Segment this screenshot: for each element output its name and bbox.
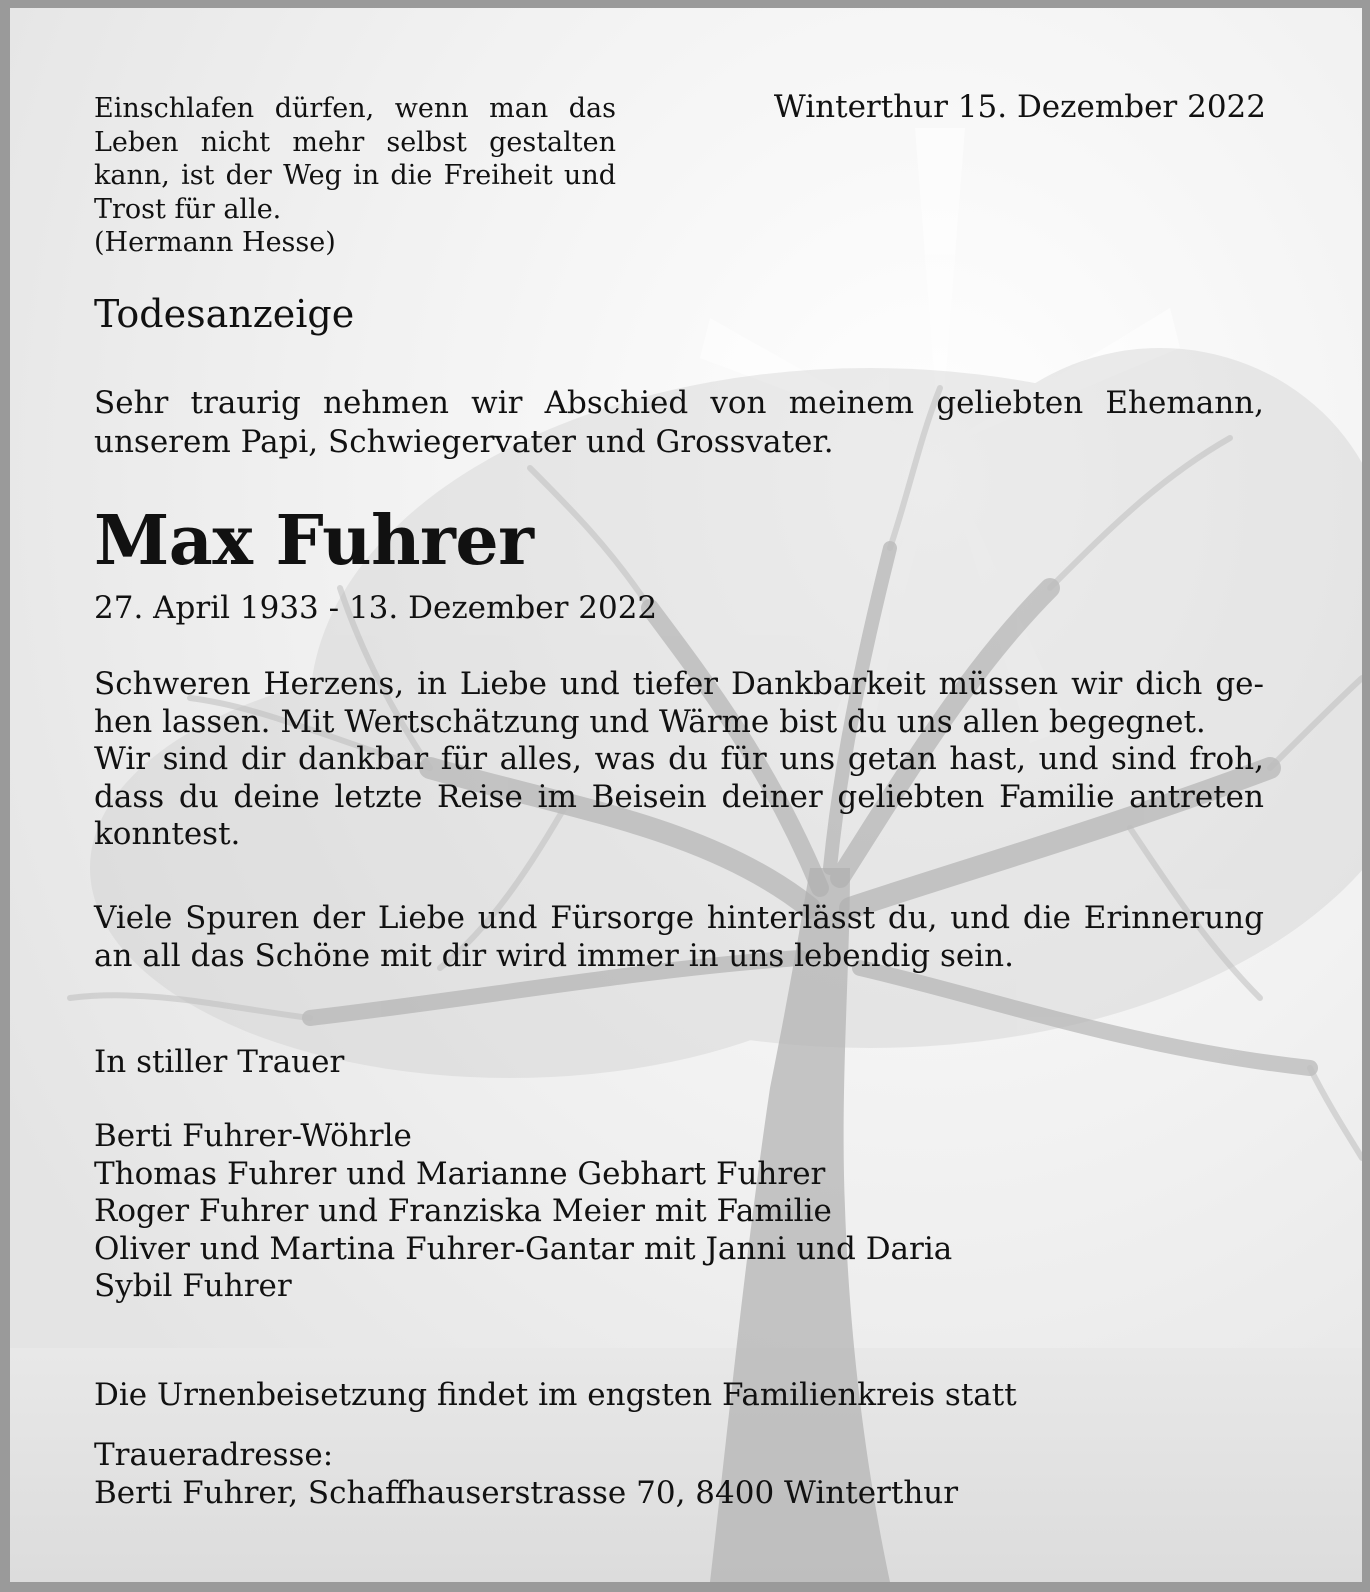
mourner-entry: Berti Fuhrer-Wöhrle [94, 1118, 412, 1154]
closing-phrase: In stiller Trauer [94, 1044, 345, 1080]
tribute-line: dass du deine letzte Reise im Beisein deiner geliebten Familie antreten [94, 778, 1264, 815]
mourner-entry: Sybil Fuhrer [94, 1268, 292, 1305]
life-dates: 27. April 1933 - 13. Dezember 2022 [94, 590, 658, 626]
deceased-name: Max Fuhrer [94, 501, 534, 581]
mourner-entry: Thomas Fuhrer und Marianne Gebhart Fuhrer [94, 1155, 826, 1192]
intro-line: unserem Papi, Schwiegervater und Grossvater. [94, 424, 834, 460]
notice-heading: Todesanzeige [94, 292, 355, 336]
tribute-line: konntest. [94, 816, 241, 852]
intro-text [94, 384, 1264, 462]
mourning-address [94, 1437, 958, 1512]
intro-line: Sehr traurig nehmen wir Abschied von meinem geliebten Ehemann, [94, 385, 1264, 421]
tribute-paragraph-2 [94, 900, 1264, 975]
address-label: Traueradresse: [94, 1437, 334, 1473]
mourner-entry: Roger Fuhrer und Franziska Meier mit Familie [94, 1193, 832, 1230]
place-and-date: Winterthur 15. Dezember 2022 [773, 89, 1266, 125]
tribute-line: an all das Schöne mit dir wird immer in uns lebendig sein. [94, 937, 1014, 974]
mourners-list [94, 1118, 952, 1306]
tribute-line: hen lassen. Mit Wertschätzung und Wärme bist du uns allen begegnet. [94, 703, 1206, 740]
quote-line: Trost für alle. [94, 193, 282, 225]
quote-line: kann, ist der Weg in die Freiheit und [94, 160, 616, 191]
hesse-quote [94, 92, 616, 260]
burial-note: Die Urnenbeisetzung findet im engsten Familienkreis statt [94, 1377, 1017, 1413]
tribute-line: Wir sind dir dankbar für alles, was du für uns getan hast, und sind froh, [94, 741, 1264, 777]
quote-line: Einschlafen dürfen, wenn man das [94, 93, 616, 124]
address-value: Berti Fuhrer, Schaffhauserstrasse 70, 8400 Winterthur [94, 1474, 959, 1511]
mourner-entry: Oliver und Martina Fuhrer-Gantar mit Janni und Daria [94, 1230, 953, 1267]
tribute-paragraph-1 [94, 666, 1264, 854]
tribute-line: Viele Spuren der Liebe und Fürsorge hinterlässt du, und die Erinnerung [94, 900, 1264, 936]
tribute-line: Schweren Herzens, in Liebe und tiefer Dankbarkeit müssen wir dich ge- [94, 666, 1264, 702]
quote-attribution: (Hermann Hesse) [94, 227, 336, 258]
obituary-page [10, 8, 1362, 1582]
quote-line: Leben nicht mehr selbst gestalten [94, 126, 616, 158]
